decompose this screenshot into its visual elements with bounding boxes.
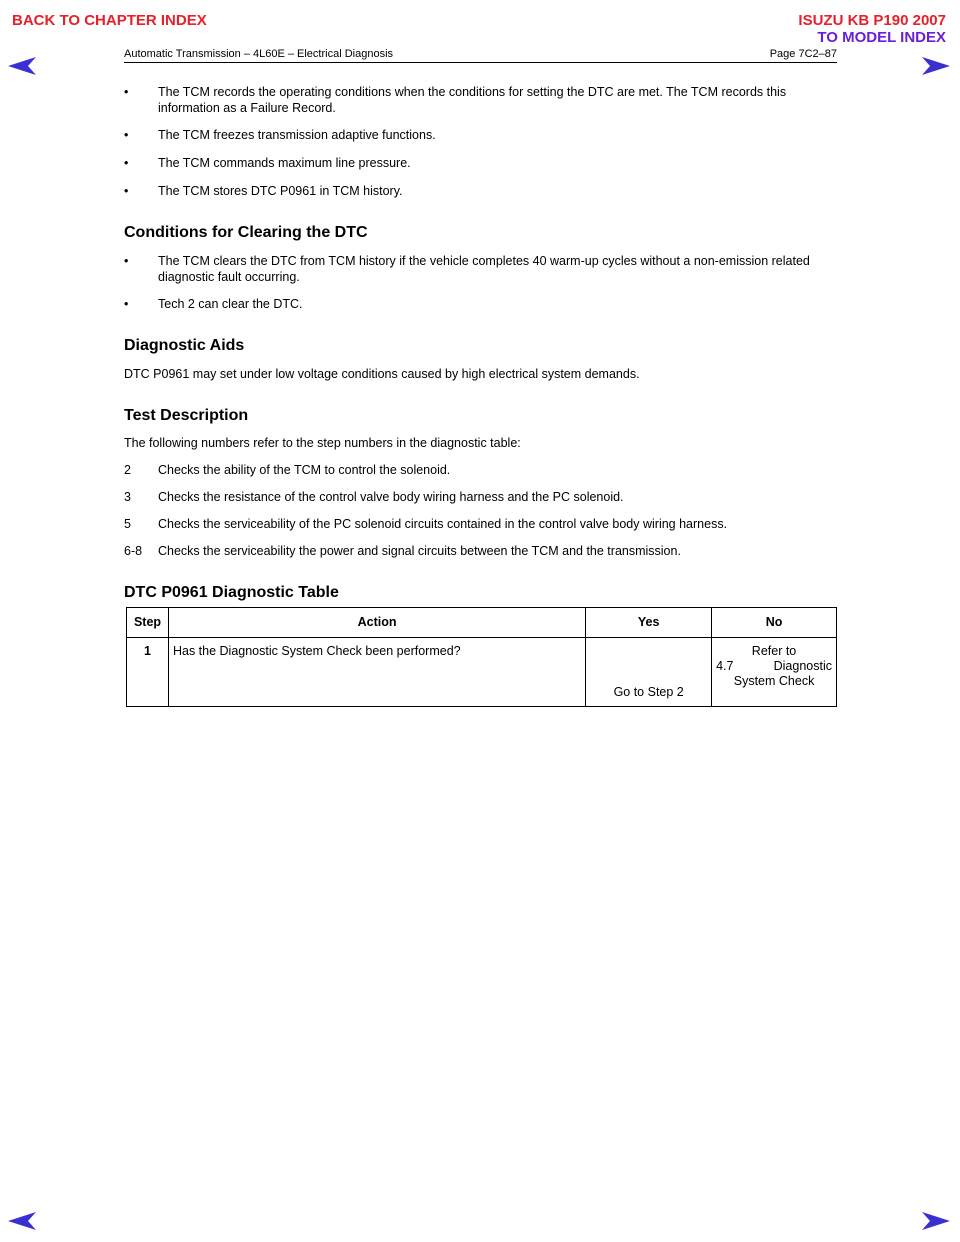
step-text: Checks the serviceability of the PC solenoid circuits contained in the control valve body wiring harness. [158, 517, 728, 531]
arrow-right-icon[interactable] [922, 57, 950, 75]
table-row [127, 638, 837, 707]
arrow-right-icon[interactable] [922, 1212, 950, 1230]
column-header-no: No [712, 608, 837, 638]
arrow-left-icon[interactable] [8, 57, 36, 75]
table-header-row [127, 608, 837, 638]
page-number: Page 7C2–87 [769, 48, 837, 60]
header-rule [124, 62, 837, 63]
section-heading-clearing: Conditions for Clearing the DTC [124, 224, 368, 241]
step-text: Checks the resistance of the control valve body wiring harness and the PC solenoid. [158, 490, 624, 504]
step-number: 2 [124, 463, 131, 477]
column-header-step: Step [127, 608, 169, 638]
step-number: 3 [124, 490, 131, 504]
back-to-chapter-index-link[interactable]: BACK TO CHAPTER INDEX [12, 12, 207, 29]
clearing-list [124, 254, 837, 324]
column-header-yes: Yes [586, 608, 712, 638]
cell-no [712, 638, 837, 707]
section-heading-test: Test Description [124, 407, 249, 424]
bullet: • [124, 128, 129, 142]
no-line-1: Refer to [751, 644, 797, 658]
test-steps-list [124, 463, 837, 563]
model-title-link[interactable]: ISUZU KB P190 2007 [798, 12, 946, 29]
step-text: Checks the serviceability the power and signal circuits between the TCM and the transmission. [158, 544, 681, 558]
bullet: • [124, 184, 129, 198]
list-item-text: The TCM stores DTC P0961 in TCM history. [158, 184, 403, 198]
bullet: • [124, 254, 129, 268]
column-header-action: Action [168, 608, 585, 638]
cell-yes [586, 638, 712, 707]
cell-action: Has the Diagnostic System Check been performed? [168, 638, 585, 707]
table-title: DTC P0961 Diagnostic Table [124, 584, 339, 601]
no-line-2a: 4.7 [716, 659, 734, 673]
no-line-3: System Check [733, 674, 815, 688]
test-intro: The following numbers refer to the step numbers in the diagnostic table: [124, 436, 521, 450]
arrow-left-icon[interactable] [8, 1212, 36, 1230]
section-heading-aids: Diagnostic Aids [124, 337, 245, 354]
list-item-text: The TCM commands maximum line pressure. [158, 156, 411, 170]
aids-text: DTC P0961 may set under low voltage conditions caused by high electrical system demands. [124, 367, 640, 381]
go-to-step-2-link[interactable]: Go to Step 2 [613, 685, 684, 699]
step-number: 5 [124, 517, 131, 531]
cell-step: 1 [127, 638, 169, 707]
bullet: • [124, 297, 129, 311]
diagnostic-table [126, 607, 837, 707]
step-number: 6-8 [124, 544, 143, 558]
list-item-text: Tech 2 can clear the DTC. [158, 297, 303, 311]
list-item-text: The TCM clears the DTC from TCM history if the vehicle completes 40 warm-up cycles without a non-emission related diagnostic fault occurring. [158, 254, 810, 284]
list-item-text: The TCM freezes transmission adaptive functions. [158, 128, 436, 142]
to-model-index-link[interactable]: TO MODEL INDEX [817, 29, 946, 46]
header-title: Automatic Transmission – 4L60E – Electrical Diagnosis [124, 48, 394, 60]
bullet: • [124, 85, 129, 99]
bullet: • [124, 156, 129, 170]
list-item-text: The TCM records the operating conditions when the conditions for setting the DTC are met. The TCM records this information as a Failure Record. [158, 85, 787, 115]
diagnostic-system-check-link[interactable] [716, 659, 832, 674]
failure-actions-list [124, 85, 837, 205]
no-line-2b: Diagnostic [773, 659, 832, 673]
step-text: Checks the ability of the TCM to control the solenoid. [158, 463, 451, 477]
